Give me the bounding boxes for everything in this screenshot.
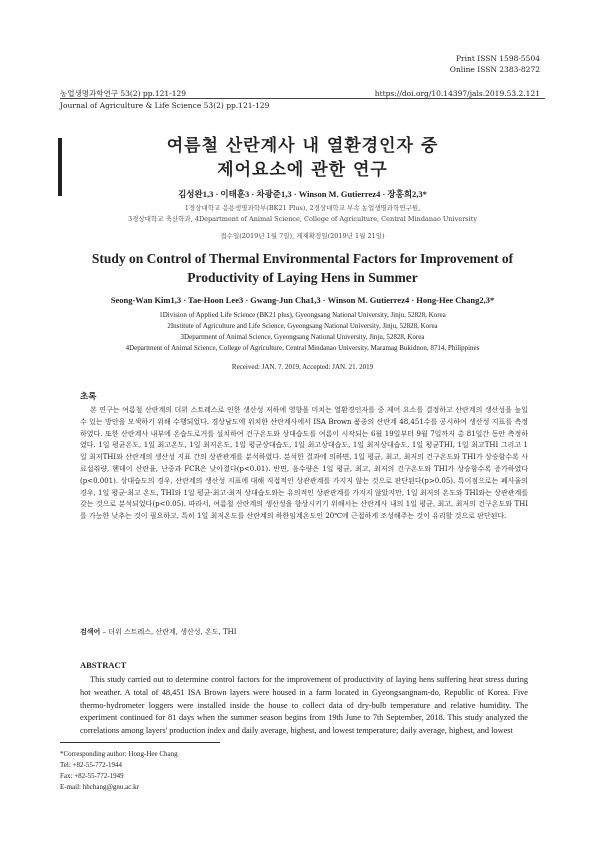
footnote-corresponding: *Corresponding author: Hong-Hee Chang <box>60 750 178 758</box>
affiliation-en-2: 2Institute of Agriculture and Life Science, Gyeongsang National University, Jinju, 52828, Korea <box>167 322 438 330</box>
title-ko-line1: 여름철 산란계사 내 열환경인자 중 <box>166 136 439 156</box>
footnote-fax: Fax: +82-55-772-1949 <box>60 772 124 780</box>
keywords-label: 검색어 <box>80 627 101 636</box>
abstract-en-text: This study carried out to determine control factors for the improvement of productivity of laying hens suffering heat stress during hot weather. A total of 48,451 ISA Brown layers were housed in a farm located in Gyeongsangnam-do, Republic of Korea. Five thermo-hydrometer loggers were installed inside the house to collect data of dry-bulb temperature and relative humidity. The experiment continued for 81 days when the summer season begins from 19th June to 7th September, 2018. This study analyzed the correlations among layers' production index and daily average, highest, and lowest temperature; daily average, highest, and lowest <box>80 675 528 736</box>
authors-ko: 김성완1,3 · 이태훈3 · 차광준1,3 · Winson M. Gutierrez4 · 장홍희2,3* <box>178 189 427 199</box>
abstract-ko-heading: 초록 <box>80 392 97 402</box>
footnote-tel: Tel: +82-55-772-1944 <box>60 761 122 769</box>
title-ko-line2: 제어요소에 관한 연구 <box>217 160 388 180</box>
affiliations-ko-line2: 3경상대학교 축산학과, 4Department of Animal Science, College of Agriculture, Central Mindanao University <box>127 215 477 223</box>
abstract-en-heading: ABSTRACT <box>80 660 127 670</box>
header-rule <box>60 98 545 99</box>
abstract-ko-text: 본 연구는 여름철 산란계의 더위 스트레스로 인한 생산성 저하에 영향을 미치는 열환경인자를 중 제어 요소를 결정하고 산란계의 생산성을 높일 수 있는 방안을 모색하기 위해 수행되었다. 경상남도에 위치한 산란계사에서 ISA Brown 품종의 산란계 48,451수를 공시하여 생산성 지표를 측정하였다. 또한 산란계사 내부에 온습도로거를 설치하여 건구온도와 상대습도를 여름이 시작되는 6월 19일부터 9월 7일까지 총 81일간 동안 측정하였다. 1일 평균온도, 1일 최고온도, 1일 최저온도, 1일 평균상대습도, 1일 최고상대습도, 1일 최저상대습도, 1일 평균THI, 1일 최고THI 그리고 1일 최저THI와 산란계의 생산성 지표 간의 상관관계를 분석하였다. 분석한 결과에 의하면, 1일 평균, 최고, 최저의 건구온도와 THI가 상승함수록 사료섭취량, 헨데이 산란율, 난중과 FCR은 낮아졌다(p<0.01). 반면, 음수량은 1일 평균, 최고, 최저의 건구온도와 THI가 상승함수록 증가하였다(p<0.001). 상대습도의 경우, 산란계의 생산성 지표에 대해 직접적인 상관관계를 가지지 않는 것으로 판단된다(p>0.05). 특이점으로는 폐사율의 경우, 1일 평균·최고 온도, THI와 1일 평균·최고·최저 상대습도와는 유의적인 상관관계를 가지지 않았지만, 1일 최저의 온도와 THI와는 상관관계를 갖는 것으로 분석되었다(p<0.05). 따라서, 여름철 산란계의 생산성을 향상시키기 위해서는 산란계사 내의 1일 평균, 최고, 최저의 건구온도와 THI를 가능한 낮추는 것이 필요하고, 특히 1일 최저온도를 산란계의 하한임계온도인 20℃에 근접하게 조성해주는 것이 유리할 것으로 판단된다. <box>80 406 528 521</box>
keywords-row <box>80 627 237 637</box>
affiliation-en-3: 3Department of Animal Science, Gyeongsang National University, Jinju, 52828, Korea <box>180 333 425 341</box>
affiliation-en-1: 1Division of Applied Life Science (BK21 plus), Gyeongsang National University, Jinju, 52828, Korea <box>159 311 446 319</box>
journal-en: Journal of Agriculture & Life Science 53(2) pp.121-129 <box>60 101 270 110</box>
footnote-rule <box>60 742 220 743</box>
authors-en: Seong-Wan Kim1,3 · Tae-Hoon Lee3 · Gwang-Jun Cha1,3 · Winson M. Gutierrez4 · Hong-Hee Chang2,3* <box>110 295 495 305</box>
affiliations-ko-line1: 1경상대학교 응용생명과학부(BK21 Plus), 2경상대학교 부속 농업생명과학연구원, <box>184 204 421 212</box>
print-issn: Print ISSN 1598-5504 <box>455 54 540 63</box>
footnote-email[interactable]: E-mail: hhchang@gnu.ac.kr <box>60 783 139 791</box>
journal-ko: 농업생명과학연구 53(2) pp.121-129 <box>60 89 187 98</box>
title-en-line2: Productivity of Laying Hens in Summer <box>187 270 418 285</box>
dates-en: Received: JAN. 7. 2019, Accepted: JAN. 21. 2019 <box>231 363 374 371</box>
affiliation-en-4: 4Department of Animal Science, College of Agriculture, Central Mindanao University, Maramag Bukidnon, 8714, Philippines <box>125 344 480 352</box>
dates-ko: 접수일(2019년 1월 7일), 게재확정일(2019년 1월 21일) <box>220 232 385 240</box>
title-en-line1: Study on Control of Thermal Environmental Factors for Improvement of <box>91 251 514 266</box>
doi-link[interactable]: https://doi.org/10.14397/jals.2019.53.2.121 <box>374 89 540 98</box>
online-issn: Online ISSN 2383-8272 <box>449 65 540 74</box>
keywords-text: – 더위 스트레스, 산란계, 생산성, 온도, THI <box>102 628 237 636</box>
